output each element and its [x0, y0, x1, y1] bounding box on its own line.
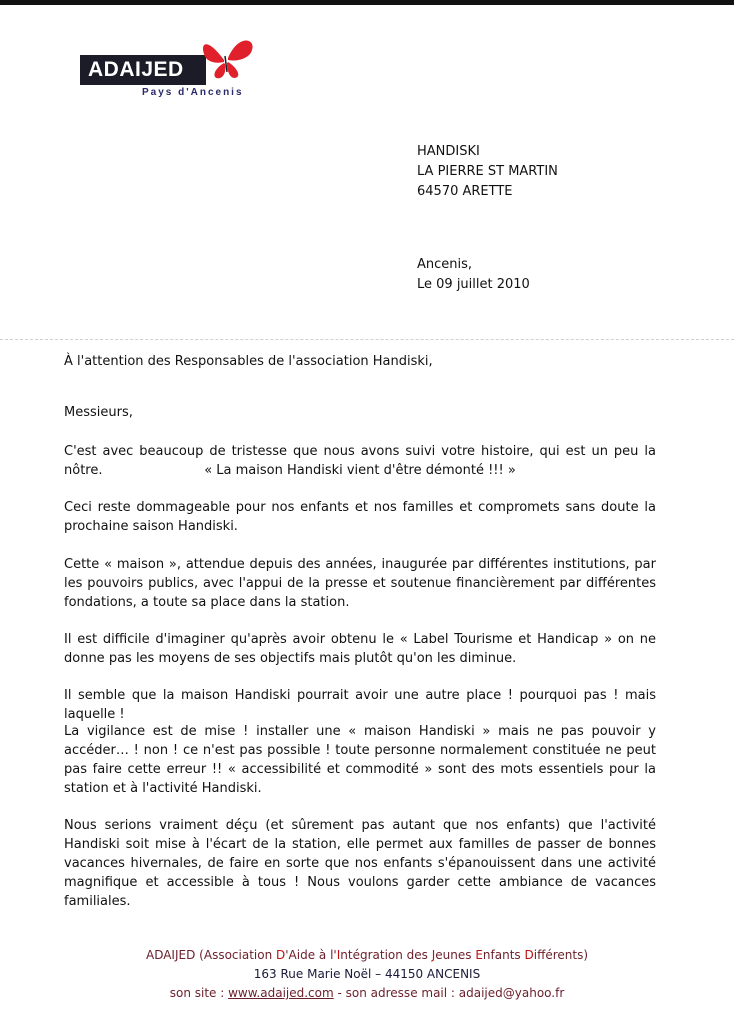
footer-mail: - son adresse mail : adaijed@yahoo.fr	[333, 986, 565, 1000]
paragraph-1: C'est avec beaucoup de tristesse que nous avons suivi votre histoire, qui est un peu la nôtre.	[64, 444, 656, 478]
salutation: Messieurs,	[64, 405, 133, 420]
logo-subtitle: Pays d'Ancenis	[142, 87, 244, 98]
footer-org-name: ADAIJED	[145, 948, 196, 962]
footer-org-full-k: ifférents)	[533, 948, 589, 962]
footer-org-full-i: nfants	[482, 948, 525, 962]
attention-line: À l'attention des Responsables de l'association Handiski,	[64, 354, 433, 369]
paragraph-4: Il est difficile d'imaginer qu'après avoir obtenu le « Label Tourisme et Handicap » on ne donne pas les moyens de ses objectifs mais plutôt qu'on les diminue.	[64, 632, 656, 666]
footer-org-full-c: 'Aide à l'	[285, 948, 337, 962]
footer-org-full-e: ntégration des	[340, 948, 432, 962]
fold-line	[0, 339, 734, 340]
logo-wordmark: ADAIJED	[80, 55, 206, 85]
footer-org-full-d: I	[336, 948, 341, 962]
footer-org-full-f: J	[431, 948, 436, 962]
paragraph-2: Ceci reste dommageable pour nos enfants et nos familles et compromets sans doute la prochaine saison Handiski.	[64, 500, 656, 534]
logo	[80, 32, 270, 102]
footer-org-full-a: (Association	[199, 948, 276, 962]
letter-footer	[0, 946, 734, 1003]
footer-org-full-g: eunes	[435, 948, 476, 962]
footer-site-link[interactable]: www.adaijed.com	[228, 986, 334, 1000]
recipient-line-1: HANDISKI	[417, 144, 480, 159]
footer-contact-line	[0, 984, 734, 1003]
paragraph-6: La vigilance est de mise ! installer une « maison Handiski » mais ne pas pouvoir y accéder… ! non ! ce n'est pas possible ! toute personne normalement constituée ne peut pas faire cette erreur !! « accessibilité et commodité » sont des mots essentiels pour la station et à l'activité Handiski.	[64, 724, 656, 796]
top-border	[0, 0, 734, 5]
footer-site-prefix: son site :	[169, 986, 229, 1000]
paragraph-5: Il semble que la maison Handiski pourrait avoir une autre place ! pourquoi pas ! mais laquelle !	[64, 688, 656, 722]
paragraph-1-quote: « La maison Handiski vient d'être démonté !!! »	[204, 463, 516, 478]
butterfly-icon	[198, 32, 258, 82]
paragraph-7: Nous serions vraiment déçu (et sûrement pas autant que nos enfants) que l'activité Handiski soit mise à l'écart de la station, elle permet aux familles de passer de bonnes vacances hivernales, de faire en sorte que nos enfants s'épanouissent dans une activité magnifique et accessible à tous ! Nous voulons garder cette ambiance de vacances familiales.	[64, 818, 656, 909]
footer-org-full-b: D	[276, 948, 286, 962]
date-block	[417, 255, 530, 295]
footer-org-full-h: E	[475, 948, 483, 962]
date-value: Le 09 juillet 2010	[417, 277, 530, 292]
recipient-line-2: LA PIERRE ST MARTIN	[417, 164, 558, 179]
footer-org-full-j: D	[524, 948, 534, 962]
recipient-address	[417, 142, 558, 202]
footer-address: 163 Rue Marie Noël – 44150 ANCENIS	[253, 967, 481, 981]
paragraph-3: Cette « maison », attendue depuis des années, inaugurée par différentes institutions, par les pouvoirs publics, avec l'appui de la presse et soutenue financièrement par différentes fondations, a toute sa place dans la station.	[64, 557, 656, 610]
date-place: Ancenis,	[417, 257, 473, 272]
footer-org-line	[0, 946, 734, 965]
recipient-line-3: 64570 ARETTE	[417, 184, 513, 199]
